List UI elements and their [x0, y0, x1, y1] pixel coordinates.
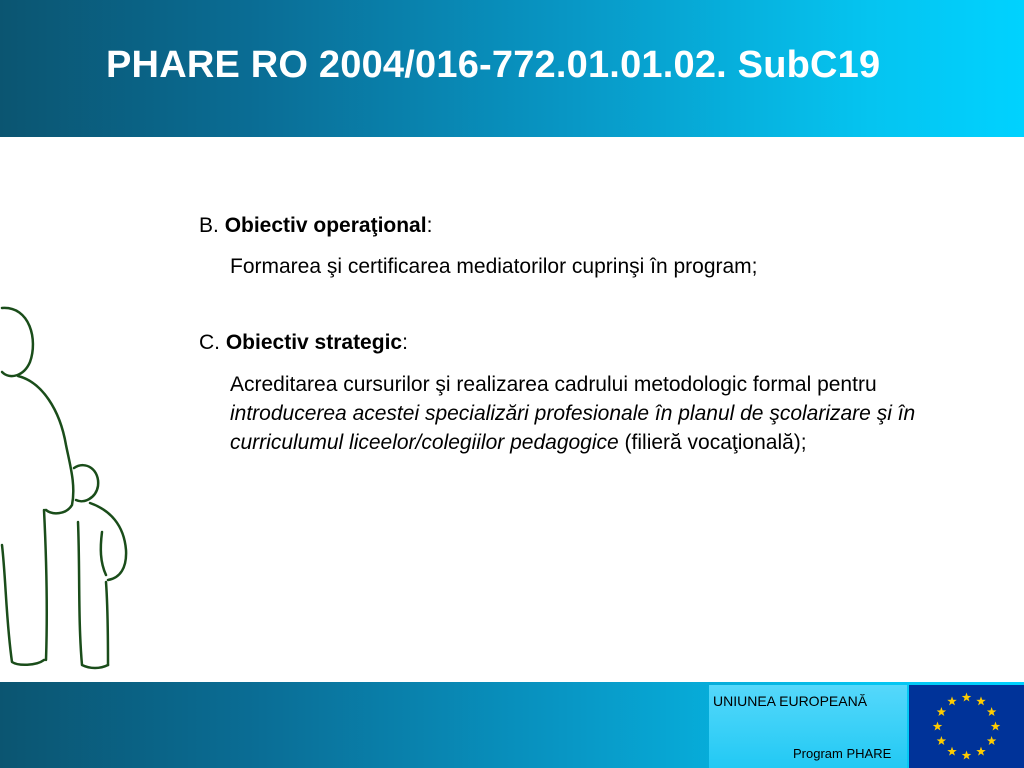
- eu-label: UNIUNEA EUROPEANĂ: [713, 693, 868, 709]
- adult-child-figure-icon: [0, 300, 140, 680]
- program-label: Program PHARE: [793, 746, 892, 761]
- strategic-heading-text: Obiectiv strategic: [225, 331, 403, 354]
- header-band: [0, 0, 1024, 137]
- strategic-text-end: (filieră vocaţională);: [618, 431, 807, 454]
- objectives-content: [199, 211, 959, 457]
- operational-colon: :: [426, 214, 433, 237]
- strategic-objective-heading: [199, 328, 959, 357]
- strategic-colon: :: [402, 331, 408, 354]
- operational-objective-heading: [199, 211, 959, 240]
- strategic-prefix: C.: [199, 331, 226, 354]
- strategic-objective-text: [230, 370, 959, 457]
- eu-flag-icon: [909, 685, 1024, 768]
- operational-objective-text: Formarea şi certificarea mediatorilor cuprinşi în program;: [230, 255, 758, 278]
- strategic-text-plain: Acreditarea cursurilor şi realizarea cadrului metodologic formal pentru: [230, 373, 877, 396]
- operational-prefix: B.: [199, 214, 225, 237]
- strategic-text-italic: introducerea acestei specializări profesionale în planul de şcolarizare şi în curriculumul liceelor/colegiilor pedagogice: [230, 402, 916, 454]
- operational-heading-text: Obiectiv operaţional: [224, 214, 427, 237]
- slide-title: PHARE RO 2004/016-772.01.01.02. SubC19: [106, 44, 881, 86]
